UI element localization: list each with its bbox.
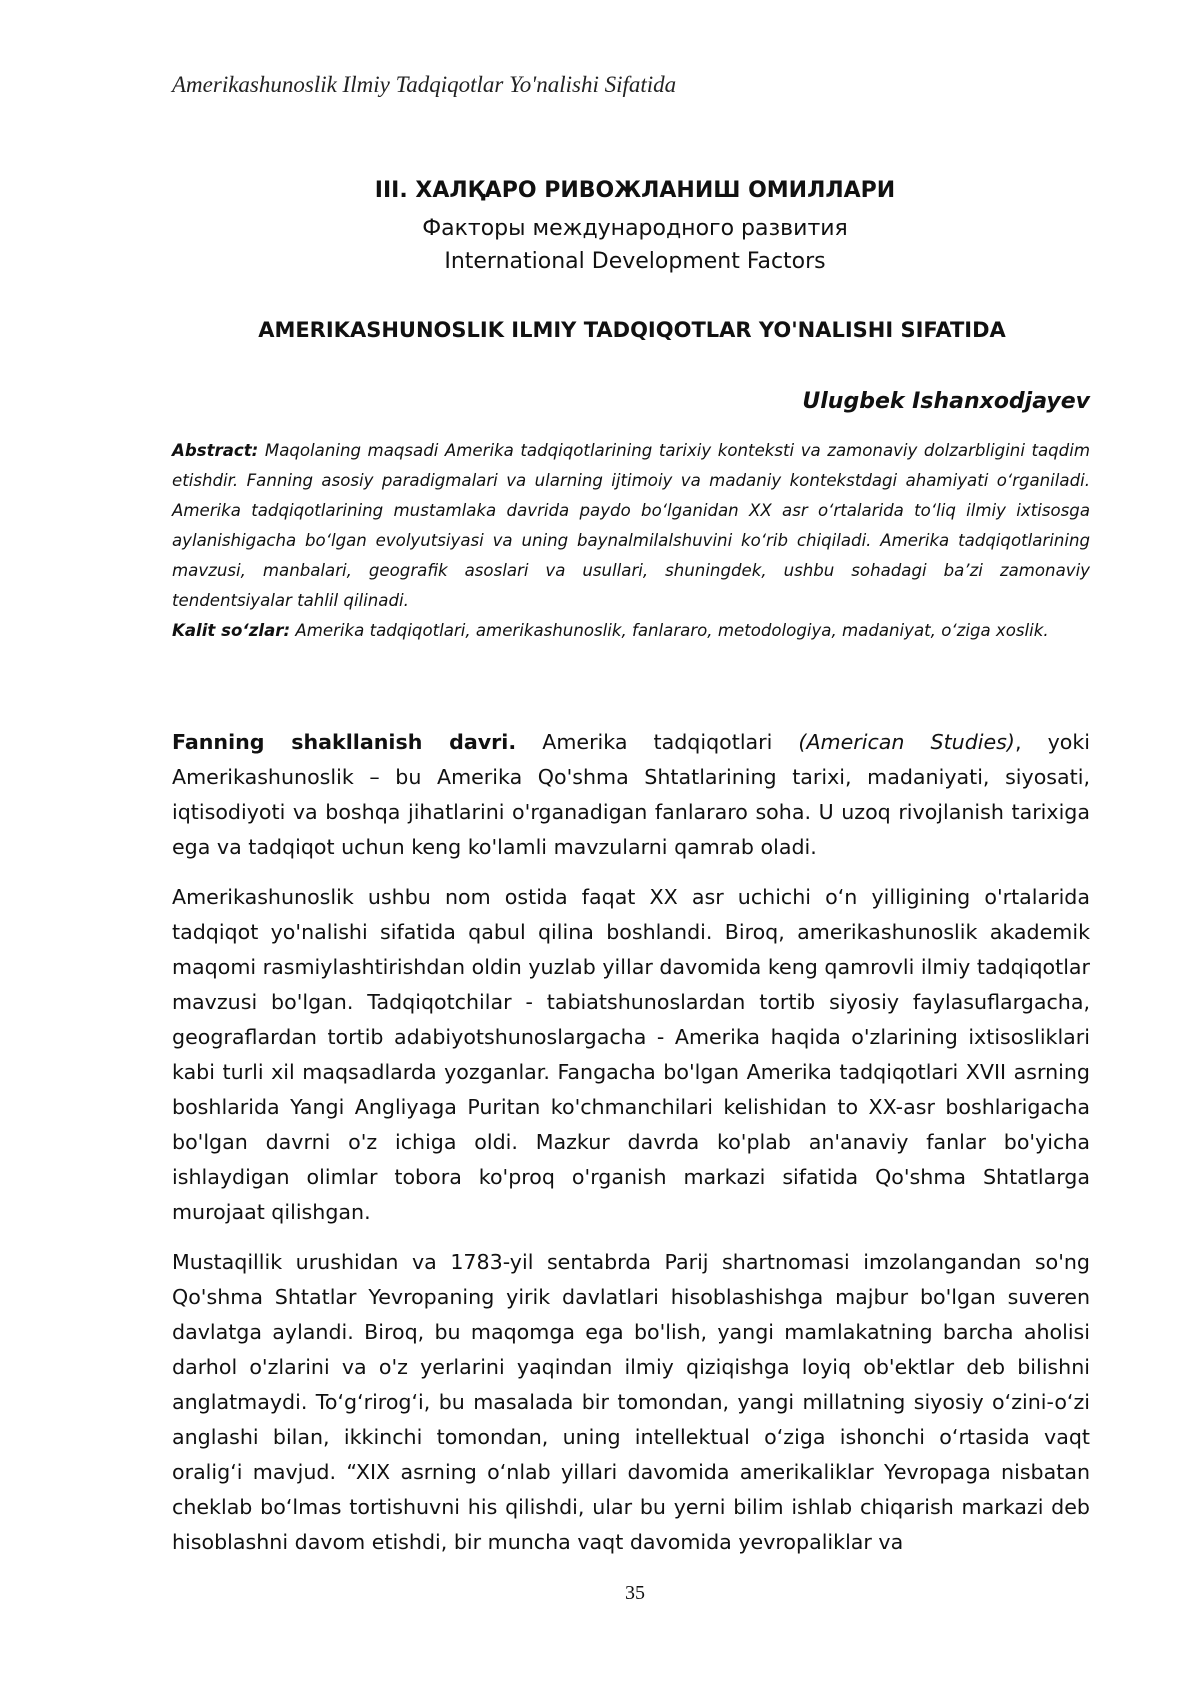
section-subtitle-english: International Development Factors (444, 249, 826, 274)
body-paragraph-1-italic: (American Studies) (798, 730, 1015, 754)
abstract-block (172, 436, 1090, 646)
keywords-paragraph (172, 616, 1090, 646)
page-number: 35 (625, 1582, 645, 1604)
article-body (172, 725, 1090, 1575)
article-title: AMERIKASHUNOSLIK ILMIY TADQIQOTLAR YO'NALISHI SIFATIDA (258, 318, 1006, 342)
keywords-text: Amerika tadqiqotlari, amerikashunoslik, fanlararo, metodologiya, madaniyat, o‘ziga xoslik. (295, 621, 1049, 640)
keywords-label: Kalit so‘zlar: (172, 621, 291, 640)
abstract-label: Abstract: (172, 441, 259, 460)
paragraph-run-in-heading: Fanning shakllanish davri. (172, 730, 517, 754)
body-paragraph-1-text-a: Amerika tadqiqotlari (516, 730, 799, 754)
section-subtitle-russian: Факторы международного развития (422, 216, 848, 241)
author-name: Ulugbek Ishanxodjayev (802, 389, 1090, 414)
body-paragraph-1-text-b: , yoki Amerikashunoslik – bu Amerika Qo'shma Shtatlarining tarixi, madaniyati, siyosati, iqtisodiyoti va boshqa jihatlarini o'rganadigan fanlararo soha. U uzoq rivojlanish tarixiga ega va tadqiqot uchun keng ko'lamli mavzularni qamrab oladi. (172, 730, 1090, 859)
body-paragraph-2: Amerikashunoslik ushbu nom ostida faqat XX asr uchichi o‘n yilligining o'rtalarida tadqiqot yo'nalishi sifatida qabul qilina boshlandi. Biroq, amerikashunoslik akademik maqomi rasmiylashtirishdan oldin yuzlab yillar davomida keng qamrovli ilmiy tadqiqotlar mavzusi bo'lgan. Tadqiqotchilar - tabiatshunoslardan tortib siyosiy faylasuflargacha, geograflardan tortib adabiyotshunoslargacha - Amerika haqida o'zlarining ixtisosliklari kabi turli xil maqsadlarda yozganlar. Fangacha bo'lgan Amerika tadqiqotlari XVII asrning boshlarida Yangi Angliyaga Puritan ko'chmanchilari kelishidan to XX-asr boshlarigacha bo'lgan davrni o'z ichiga oldi. Mazkur davrda ko'plab an'anaviy fanlar bo'yicha ishlaydigan olimlar tobora ko'proq o'rganish markazi sifatida Qo'shma Shtatlarga murojaat qilishgan. (172, 885, 1091, 1224)
running-header: Amerikashunoslik Ilmiy Tadqiqotlar Yo'nalishi Sifatida (172, 72, 677, 97)
body-paragraph-1 (172, 725, 1090, 865)
section-heading: III. ХАЛҚАРО РИВОЖЛАНИШ ОМИЛЛАРИ (374, 178, 896, 203)
abstract-paragraph (172, 436, 1090, 616)
body-paragraph-3: Mustaqillik urushidan va 1783-yil sentabrda Parij shartnomasi imzolangandan so'ng Qo'shma Shtatlar Yevropaning yirik davlatlari hisoblashishga majbur bo'lgan suveren davlatga aylandi. Biroq, bu maqomga ega bo'lish, yangi mamlakatning barcha aholisi darhol o'zlarini va o'z yerlarini yaqindan ilmiy qiziqishga loyiq ob'ektlar deb bilishni anglatmaydi. To‘g‘rirog‘i, bu masalada bir tomondan, yangi millatning siyosiy o‘zini-o‘zi anglashi bilan, ikkinchi tomondan, uning intellektual o‘ziga ishonchi o‘rtasida vaqt oralig‘i mavjud. “XIX asrning o‘nlab yillari davomida amerikaliklar Yevropaga nisbatan cheklab bo‘lmas tortishuvni his qilishdi, ular bu yerni bilim ishlab chiqarish markazi deb hisoblashni davom etishdi, bir muncha vaqt davomida yevropaliklar va (172, 1250, 1090, 1554)
abstract-text: Maqolaning maqsadi Amerika tadqiqotlarining tarixiy konteksti va zamonaviy dolzarbligini taqdim etishdir. Fanning asosiy paradigmalari va ularning ijtimoiy va madaniy kontekstdagi ahamiyati o‘rganiladi. Amerika tadqiqotlarining mustamlaka davrida paydo bo‘lganidan XX asr o‘rtalarida to‘liq ilmiy ixtisosga aylanishigacha bo‘lgan evolyutsiyasi va uning baynalmilalshuvini ko‘rib chiqiladi. Amerika tadqiqotlarining mavzusi, manbalari, geografik asoslari va usullari, shuningdek, ushbu sohadagi ba’zi zamonaviy tendentsiyalar tahlil qilinadi. (172, 441, 1090, 610)
